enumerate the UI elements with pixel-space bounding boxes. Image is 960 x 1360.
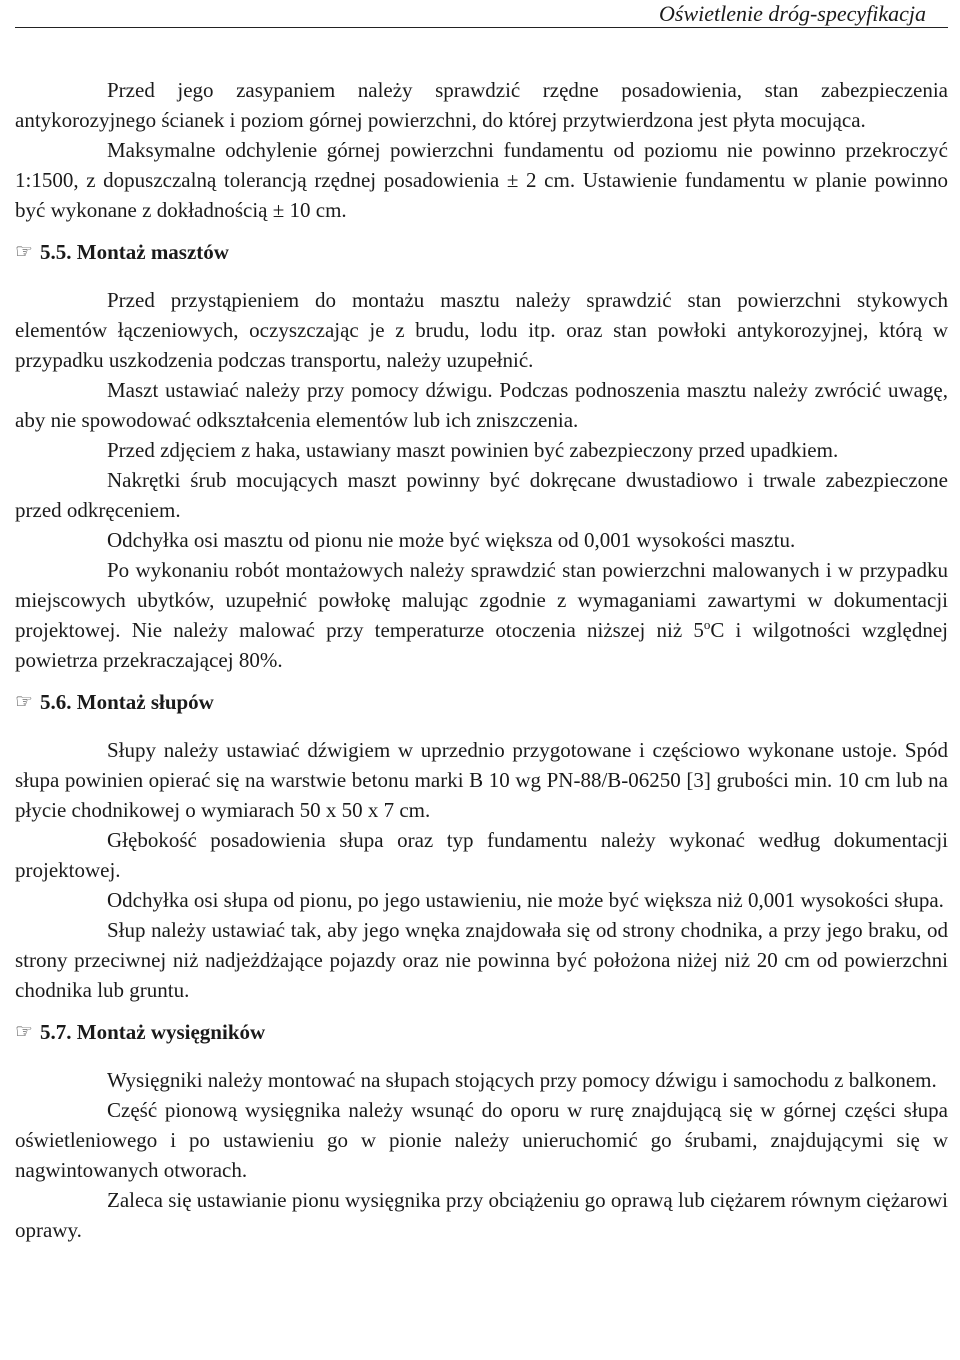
paragraph: Maksymalne odchylenie górnej powierzchni fundamentu od poziomu nie powinno przekroczyć 1:1500, z dopuszczalną tolerancją rzędnej posadowienia ± 2 cm. Ustawienie fundamentu w planie powinno być wykonane z dokładnością ± 10 cm. xyxy=(15,138,948,222)
section-title: 5.6. Montaż słupów xyxy=(40,690,214,714)
header-title: Oświetlenie dróg-specyfikacja xyxy=(659,1,926,26)
paragraph: Odchyłka osi masztu od pionu nie może być większa od 0,001 wysokości masztu. xyxy=(107,528,796,552)
paragraph: Nakrętki śrub mocujących maszt powinny być dokręcane dwustadiowo i trwale zabezpieczone przed odkręceniem. xyxy=(15,468,948,522)
section-heading-5-5 xyxy=(15,237,948,267)
paragraph-text-tail: C i wilgotności względnej powietrza przekraczającej 80%. xyxy=(15,618,948,672)
paragraph-text: Po wykonaniu robót montażowych należy sprawdzić stan powierzchni malowanych i w przypadku miejscowych ubytków, uzupełnić powłokę malując zgodnie z wymaganiami zawartymi w dokumentacji projektowej. Nie należy malować przy temperaturze otoczenia niższej niż 5 xyxy=(15,558,948,642)
paragraph: Maszt ustawiać należy przy pomocy dźwigu. Podczas podnoszenia masztu należy zwrócić uwagę, aby nie spowodować odkształcenia elementów lub ich zniszczenia. xyxy=(15,378,948,432)
section-title: 5.7. Montaż wysięgników xyxy=(40,1020,266,1044)
paragraph: Wysięgniki należy montować na słupach stojących przy pomocy dźwigu i samochodu z balkonem. xyxy=(107,1068,937,1092)
page-header xyxy=(15,0,948,28)
pointing-hand-icon: ☞ xyxy=(15,241,33,263)
paragraph: Słup należy ustawiać tak, aby jego wnęka znajdowała się od strony chodnika, a przy jego braku, od strony przeciwnej niż nadjeżdżające pojazdy oraz nie powinna być położona niżej niż 20 cm od powierzchni chodnika lub gruntu. xyxy=(15,918,948,1002)
section-heading-5-7 xyxy=(15,1017,948,1047)
paragraph: Odchyłka osi słupa od pionu, po jego ustawieniu, nie może być większa niż 0,001 wysokości słupa. xyxy=(107,888,944,912)
pointing-hand-icon: ☞ xyxy=(15,1021,33,1043)
section-title: 5.5. Montaż masztów xyxy=(40,240,229,264)
degree-superscript: o xyxy=(703,617,711,632)
pointing-hand-icon: ☞ xyxy=(15,691,33,713)
paragraph: Przed przystąpieniem do montażu masztu należy sprawdzić stan powierzchni stykowych elementów łączeniowych, oczyszczając je z brudu, lodu itp. oraz stan powłoki antykorozyjnej, którą w przypadku uszkodzenia podczas transportu, należy uzupełnić. xyxy=(15,288,948,372)
section-heading-5-6 xyxy=(15,687,948,717)
paragraph: Przed zdjęciem z haka, ustawiany maszt powinien być zabezpieczony przed upadkiem. xyxy=(107,438,839,462)
paragraph-temperature xyxy=(15,555,948,675)
paragraph: Słupy należy ustawiać dźwigiem w uprzednio przygotowane i częściowo wykonane ustoje. Spód słupa powinien opierać się na warstwie betonu marki B 10 wg PN-88/B-06250 [3] grubości min. 10 cm lub na płycie chodnikowej o wymiarach 50 x 50 x 7 cm. xyxy=(15,738,948,822)
paragraph: Zaleca się ustawianie pionu wysięgnika przy obciążeniu go oprawą lub ciężarem równym ciężarowi oprawy. xyxy=(15,1188,948,1242)
paragraph: Przed jego zasypaniem należy sprawdzić rzędne posadowienia, stan zabezpieczenia antykorozyjnego ścianek i poziom górnej powierzchni, do której przytwierdzona jest płyta mocująca. xyxy=(15,78,948,132)
paragraph: Część pionową wysięgnika należy wsunąć do oporu w rurę znajdującą się w górnej części słupa oświetleniowego i po ustawieniu go w pionie należy unieruchomić go śrubami, znajdującymi się w nagwintowanych otworach. xyxy=(15,1098,948,1182)
document-body xyxy=(15,28,948,1245)
paragraph: Głębokość posadowienia słupa oraz typ fundamentu należy wykonać według dokumentacji projektowej. xyxy=(15,828,948,882)
